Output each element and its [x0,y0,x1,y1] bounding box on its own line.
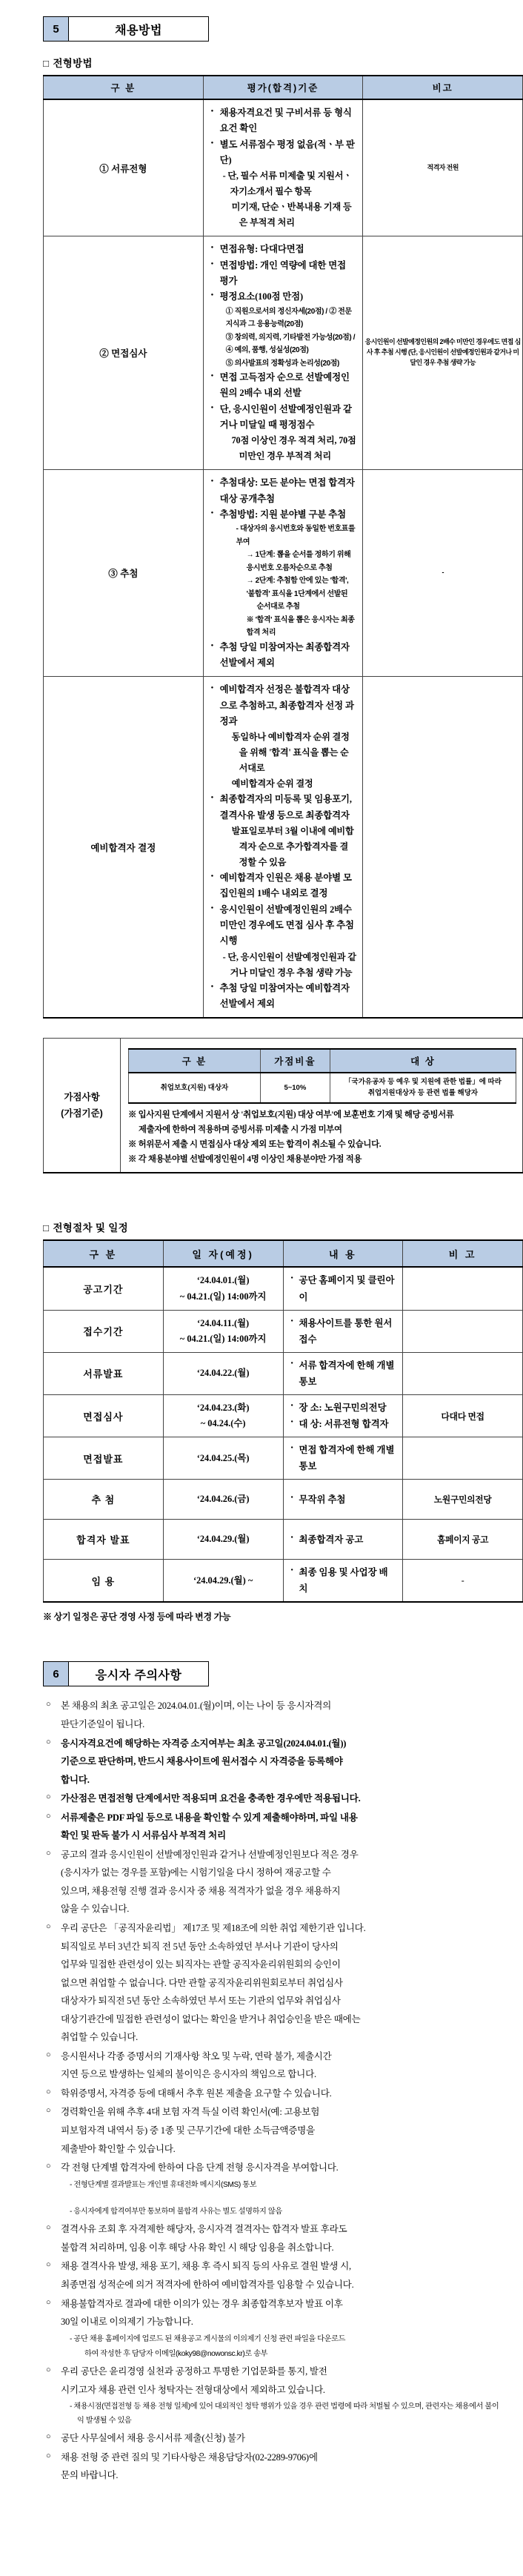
notice-item [44,2085,501,2103]
method-criteria-cell [203,236,363,470]
schedule-date-line: ‘24.04.01.(월) [196,1275,250,1286]
schedule-date-line: ‘24.04.29.(월) ~ [193,1575,253,1586]
notice-line: 공단 사무실에서 채용 응시서류 제출(신청) 불가 [61,2433,245,2444]
notice-line: 채용 전형 중 관련 질의 및 기타사항은 채용담당자(02-2289-9706)에 [61,2451,318,2463]
table-row [44,1267,523,1310]
criteria-line: ● 추첨 당일 미참여자는 최종합격자 선발에서 제외 [211,640,357,672]
schedule-date-cell [163,1394,283,1437]
method-criteria-cell [203,677,363,1018]
schedule-date-line: ‘24.04.22.(월) [196,1368,250,1379]
schedule-step-cell: 접수기간 [44,1310,164,1352]
schedule-contents-cell [283,1437,403,1480]
criteria-line: 70점 이상인 경우 적격 처리, 70점 미만인 경우 부적격 처리 [231,435,356,462]
section-5-title: 채용방법 [115,24,162,37]
schedule-remark-cell [403,1437,523,1480]
method-table-body [44,99,523,1018]
notice-line: 최종면접 성적순에 의거 적격자에 한하여 예비합격자를 임용할 수 있습니다. [61,2279,354,2290]
criteria-line: ① 직원으로서의 정신자세(20점) / ② 전문지식과 그 응용능력(20점) [225,307,352,329]
criteria-line: ● 예비합격자 선정은 불합격자 대상으로 추첨하고, 최종합격자 선정 과정과 [211,682,357,729]
schedule-date-line: ‘24.04.29.(월) [196,1534,250,1545]
schedule-content-line: ● 무작위 추첨 [291,1491,396,1508]
method-remark-cell [363,677,523,1018]
schedule-contents-cell [283,1310,403,1352]
method-category-cell: ① 서류전형 [44,99,204,236]
notice-item [44,2159,501,2177]
criteria-line: → 1단계: 뽑을 순서를 정하기 위해 응시번호 오름차순으로 추첨 [246,551,351,572]
notice-line: 취업할 수 있습니다. [61,2032,139,2043]
table-row [44,1480,523,1520]
notice-line: 채용불합격자로 결과에 대한 이의가 있는 경우 최종합격후보자 발표 이후 [61,2298,343,2309]
schedule-date-cell [163,1310,283,1352]
notice-item [44,1919,501,2047]
schedule-date-line: ~ 04.21.(일) 14:00까지 [179,1291,267,1302]
schedule-content-line: ● 최종 임용 및 사업장 배치 [291,1564,396,1597]
schedule-content-line: ● 면접 합격자에 한해 개별 통보 [291,1442,396,1474]
notice-line: 본 채용의 최초 공고일은 2024.04.01.(월)이며, 이는 나이 등 응시자격의 [61,1701,332,1712]
bonus-target-value [330,1073,516,1102]
sched-col-remark: 비 고 [403,1240,523,1267]
notice-item [44,2047,501,2084]
criteria-line: ● 최종합격자의 미등록 및 임용포기, 결격사유 발생 등으로 최종합격자 [211,792,357,824]
notice-line: 시키고자 채용 관련 인사 청탁자는 전형대상에서 제외하고 있습니다. [61,2384,325,2395]
table-row [44,99,523,236]
table-header-row [44,76,523,99]
schedule-contents-cell [283,1560,403,1603]
schedule-date-line: ‘24.04.23.(화) [196,1402,250,1413]
criteria-line: 순서대로 추첨 [256,603,300,612]
schedule-contents-cell [283,1394,403,1437]
schedule-date-line: ~ 04.24.(수) [200,1418,246,1429]
subheading-method: □ 전형방법 [43,58,93,69]
schedule-step-cell: 추 첨 [44,1480,164,1520]
method-criteria-cell [203,99,363,236]
notice-line: 결격사유 조회 후 자격제한 해당자, 응시자격 결격자는 합격자 발표 후라도 [61,2224,347,2235]
criteria-line: ● 예비합격자 인원은 채용 분야별 모집인원의 1배수 내외로 결정 [211,870,357,902]
notice-item [44,2295,501,2331]
criteria-line: ※ '합격' 표식을 뽑은 응시자는 최종합격 처리 [246,615,355,638]
schedule-date-cell [163,1560,283,1603]
bonus-inner-table [128,1048,516,1103]
method-criteria-cell [203,470,363,677]
notice-subline: - 채용시점(면접전형 등 채용 전형 일체)에 있어 대외적인 청탁 행위가 있을 경우 관련 법령에 따라 처벌될 수 있으며, 관련자는 채용에서 불이익 발생될 수 있음 [70,2403,499,2425]
schedule-remark-cell [403,1352,523,1394]
method-remark-cell: 응시인원이 선발예정인원의 2배수 미만인 경우에도 면접 심사 후 추첨 시행 (단, 응시인원이 선발예정인원과 같거나 미달인 경우 추첨 생략 가능 [363,236,523,470]
col-header-remark: 비고 [363,76,523,99]
criteria-line: ● 추첨대상: 모든 분야는 면접 합격자 대상 공개추첨 [211,475,357,507]
notice-line: 우리 공단은 「공직자윤리법」 제17조 및 제18조에 의한 취업 제한기관 입니다. [61,1922,366,1933]
schedule-contents-cell [283,1480,403,1520]
notice-line: 경력확인을 위해 추후 4대 보험 자격 득실 이력 확인서(예: 고용보험 [61,2107,320,2118]
notice-line: 않을 수 있습니다. [61,1904,130,1915]
notice-item [44,2448,501,2485]
method-remark-cell: 적격자 전원 [363,99,523,236]
bonus-star-notes [128,1108,516,1168]
notice-subline: 하여 작성한 후 담당자 이메일(koky98@nowonsc.kr)로 송부 [84,2349,268,2358]
notice-subline: - 전형단계별 결과발표는 개인별 휴대전화 메시지(SMS) 통보 [70,2180,257,2189]
table-row [44,1394,523,1437]
notice-line: 공고의 결과 응시인원이 선발예정인원과 같거나 선발예정인원보다 적은 경우 [61,1849,359,1860]
bonus-col-target: 대 상 [330,1049,516,1073]
schedule-step-cell: 공고기간 [44,1267,164,1310]
bonus-note-line: ※ 입사지원 단계에서 지원서 상 '취업보호(지원) 대상 여부'에 보훈번호 기재 및 해당 증빙서류 [128,1110,454,1119]
bonus-ratio-value: 5~10% [260,1073,330,1102]
schedule-date-line: ‘24.04.26.(금) [196,1494,250,1505]
square-bullet-icon-2: □ [43,1222,50,1234]
notice-item [44,1846,501,1918]
sched-col-date: 일 자(예정) [163,1240,283,1267]
schedule-table [43,1239,523,1603]
schedule-step-cell: 합격자 발표 [44,1520,164,1560]
bonus-note-line: 제출자에 한하여 적용하며 증빙서류 미제출 시 가점 미부여 [139,1125,342,1134]
bonus-col-division: 구 분 [129,1049,261,1073]
table-row [44,1520,523,1560]
schedule-date-cell [163,1480,283,1520]
schedule-step-cell: 면접발표 [44,1437,164,1480]
criteria-line: - 단, 필수 서류 미제출 및 지원서ㆍ자기소개서 필수 항목 [222,170,352,197]
notice-line: 서류제출은 PDF 파일 등으로 내용을 확인할 수 있게 제출해야하며, 파일 내용 [61,1812,358,1823]
bonus-target-line1: 「국가유공자 등 예우 및 지원에 관한 법률」에 따라 [344,1078,502,1087]
section-5-number: 5 [44,17,69,41]
notice-item [44,2103,501,2158]
notice-line: 업무와 밀접한 관련성이 있는 퇴직자는 관할 공직자윤리위원회의 승인이 [61,1959,341,1970]
schedule-remark-cell: 홈페이지 공고 [403,1520,523,1560]
notice-item [44,1789,501,1808]
schedule-footnote: ※ 상기 일정은 공단 경영 사정 등에 따라 변경 가능 [43,1612,231,1623]
criteria-line: 발표일로부터 3월 이내에 예비합격자 순으로 추가합격자를 결정할 수 있음 [231,826,354,868]
criteria-line: ● 평정요소(100점 만점) [211,289,357,305]
table-row [44,1310,523,1352]
criteria-line: - 단, 응시인원이 선발예정인원과 같거나 미달인 경우 추첨 생략 가능 [222,951,356,978]
method-category-cell: 예비합격자 결정 [44,677,204,1018]
notice-line: 판단기준일이 됩니다. [61,1718,145,1729]
section-6-heading [43,1661,209,1686]
notice-line: 있으며, 채용전형 진행 결과 응시자 중 채용 적격자가 없을 경우 채용하지 [61,1885,341,1896]
schedule-header-row [44,1240,523,1267]
bonus-target-line2: 취업지원대상자 등 관련 법률 해당자 [367,1089,479,1098]
criteria-line: ● 면접유형: 다대다면접 [211,242,357,257]
notice-list [44,1697,501,2484]
criteria-line: 예비합격자 순위 결정 [231,778,313,789]
bonus-point-table [43,1038,523,1173]
notice-line: 응시자격요건에 해당하는 자격증 소지여부는 최초 공고일(2024.04.01.(월)) [61,1738,347,1749]
recruitment-method-table [43,75,523,1019]
notice-line: 없으면 취업할 수 없습니다. 다만 관할 공직자윤리위원회로부터 취업심사 [61,1977,343,1988]
schedule-date-cell [163,1267,283,1310]
notice-line: 각 전형 단계별 합격자에 한하여 다음 단계 전형 응시자격을 부여합니다. [61,2162,339,2173]
bonus-division-value: 취업보호(지원) 대상자 [129,1073,261,1102]
schedule-content-line: ● 장 소: 노원구민의전당 [291,1400,396,1416]
notice-item [44,1697,501,1733]
notice-line: 대상기관간에 밀접한 관련성이 없다는 확인을 받거나 취업승인을 받은 때에는 [61,2013,361,2024]
schedule-remark-cell [403,1310,523,1352]
table-row [44,1437,523,1480]
bonus-category-label: 가점사항 [64,1091,100,1102]
criteria-line: ● 별도 서류점수 평정 없음(적ㆍ부 판단) [211,137,357,169]
notice-line: 기준으로 판단하며, 반드시 채용사이트에 원서접수 시 자격증을 등록해야 [61,1756,343,1767]
table-row [44,677,523,1018]
bonus-note-line: ※ 각 채용분야별 선발예정인원이 4명 이상인 채용분야만 가점 적용 [128,1154,362,1164]
criteria-line: ● 채용자격요건 및 구비서류 등 형식요건 확인 [211,105,357,137]
notice-line: 30일 이내로 이의제기 가능합니다. [61,2317,193,2328]
schedule-table-body [44,1267,523,1602]
spacer [44,2193,501,2204]
notice-line: 가산점은 면접전형 단계에서만 적용되며 요건을 충족한 경우에만 적용됩니다. [61,1793,361,1804]
criteria-line: ● 추첨 당일 미참여자는 예비합격자 선발에서 제외 [211,981,357,1013]
schedule-content-line: ● 공단 홈페이지 및 클린아이 [291,1272,396,1305]
square-bullet-icon: □ [43,58,50,69]
table-row [44,236,523,470]
method-category-cell: ② 면접심사 [44,236,204,470]
notice-line: 대상자가 퇴직전 5년 동안 소속하였던 부서 또는 기관의 업무와 취업심사 [61,1996,341,2007]
notice-line: 지연 등으로 발생하는 일체의 불이익은 응시자의 책임으로 합니다. [61,2069,316,2080]
table-row [44,1352,523,1394]
notice-subline: - 응시자에게 합격여부만 통보하며 불합격 사유는 별도 설명하지 않음 [70,2207,282,2216]
bonus-body-cell [121,1039,523,1173]
notice-item [44,2363,501,2399]
col-header-criteria: 평가(합격)기준 [203,76,363,99]
bonus-inner-header-row [129,1049,516,1073]
criteria-line: ● 응시인원이 선발예정인원의 2배수 미만인 경우에도 면접 심사 후 추첨 시행 [211,902,357,950]
table-row [44,1560,523,1603]
notice-line: 채용 결격사유 발생, 채용 포기, 채용 후 즉시 퇴직 등의 사유로 결원 발생 시, [61,2261,351,2272]
bonus-col-ratio: 가점비율 [260,1049,330,1073]
method-category-cell: ③ 추첨 [44,470,204,677]
schedule-date-cell [163,1520,283,1560]
bonus-category-cell [44,1039,121,1173]
notice-line: 우리 공단은 윤리경영 실천과 공정하고 투명한 기업문화를 통지, 발전 [61,2366,327,2377]
section-6-number: 6 [44,1662,69,1686]
schedule-step-cell: 면접심사 [44,1394,164,1437]
section-5-heading [43,16,209,42]
schedule-remark-cell: 노원구민의전당 [403,1480,523,1520]
schedule-date-line: ~ 04.21.(일) 14:00까지 [179,1333,267,1344]
schedule-content-line: ● 최종합격자 공고 [291,1532,396,1548]
notice-line: 제출받아 확인할 수 있습니다. [61,2143,176,2154]
schedule-contents-cell [283,1520,403,1560]
notice-item [44,1735,501,1789]
criteria-line: ③ 창의력, 의지력, 기타발전 가능성(20점) / ④ 예의, 품행, 성실성(20점) [225,333,356,355]
schedule-content-line: ● 채용사이트를 통한 원서접수 [291,1315,396,1348]
notice-line: 퇴직일로 부터 3년간 퇴직 전 5년 동안 소속하였던 부서나 기관이 당사의 [61,1941,339,1952]
criteria-line: → 2단계: 추첨함 안에 있는 '합격', '불합격' 표식을 1단계에서 선발된 [246,577,349,598]
notice-line: 확인 및 판독 불가 시 서류심사 부적격 처리 [61,1830,226,1841]
bonus-category-sublabel: (가점기준) [61,1108,103,1119]
schedule-content-line: ● 대 상: 서류전형 합격자 [291,1416,396,1432]
table-row [44,470,523,677]
notice-line: 피보험자격 내역서 등) 중 1종 및 근무기간에 대한 소득금액증명을 [61,2125,315,2136]
criteria-line: ⑤ 의사발표의 정확성과 논리성(20점) [225,359,339,368]
notice-subline: - 공단 채용 홈페이지에 업로드 된 채용공고 게시물의 이의제기 신청 관련 파일을 다운로드 [70,2334,346,2343]
notice-line: 불합격 처리하며, 임용 이후 해당 사유 확인 시 해당 임용을 취소합니다. [61,2242,334,2253]
schedule-remark-cell: - [403,1560,523,1603]
schedule-contents-cell [283,1267,403,1310]
schedule-contents-cell [283,1352,403,1394]
criteria-line: ● 단, 응시인원이 선발예정인원과 같거나 미달일 때 평정점수 [211,402,357,434]
schedule-date-line: ‘24.04.25.(목) [196,1452,250,1463]
subheading-schedule: □ 전형절차 및 일정 [43,1222,128,1234]
sched-col-contents: 내 용 [283,1240,403,1267]
schedule-date-cell [163,1352,283,1394]
col-header-category: 구 분 [44,76,204,99]
criteria-line: 동일하나 예비합격자 순위 결정을 위해 '합격' 표식을 뽑는 순서대로 [231,732,350,774]
schedule-step-cell: 서류발표 [44,1352,164,1394]
bonus-row [44,1039,523,1173]
method-remark-cell: - [363,470,523,677]
section-6-title: 응시자 주의사항 [95,1669,182,1682]
bonus-inner-row [129,1073,516,1102]
notice-item [44,2429,501,2448]
notice-line: 학위증명서, 자격증 등에 대해서 추후 원본 제출을 요구할 수 있습니다. [61,2087,332,2099]
notice-item [44,2257,501,2294]
notice-line: (응시자가 없는 경우를 포함)에는 시험기일을 다시 정하여 재공고할 수 [61,1867,331,1878]
bonus-note-line: ※ 허위문서 제출 시 면접심사 대상 제외 또는 합격이 취소될 수 있습니다. [128,1139,382,1149]
schedule-date-cell [163,1437,283,1480]
notice-line: 응시원서나 각종 증명서의 기재사항 착오 및 누락, 연락 불가, 제출시간 [61,2050,332,2062]
notice-item [44,1809,501,1845]
sched-col-step: 구 분 [44,1240,164,1267]
schedule-content-line: ● 서류 합격자에 한해 개별 통보 [291,1357,396,1390]
notice-line: 합니다. [61,1774,90,1785]
criteria-line: ● 면접 고득점자 순으로 선발예정인원의 2배수 내외 선발 [211,370,357,402]
criteria-line: - 대상자의 응시번호와 동일한 번호표를 부여 [236,525,356,546]
notice-item [44,2220,501,2257]
notice-line: 문의 바랍니다. [61,2470,119,2481]
schedule-date-line: ‘24.04.11.(월) [197,1317,250,1328]
schedule-remark-cell [403,1267,523,1310]
criteria-line: 미기재, 단순ㆍ반복내용 기재 등은 부적격 처리 [231,202,352,228]
criteria-line: ● 추첨방법: 지원 분야별 구분 추첨 [211,507,357,523]
schedule-remark-cell: 다대다 면접 [403,1394,523,1437]
criteria-line: ● 면접방법: 개인 역량에 대한 면접 평가 [211,258,357,290]
schedule-step-cell: 임 용 [44,1560,164,1603]
